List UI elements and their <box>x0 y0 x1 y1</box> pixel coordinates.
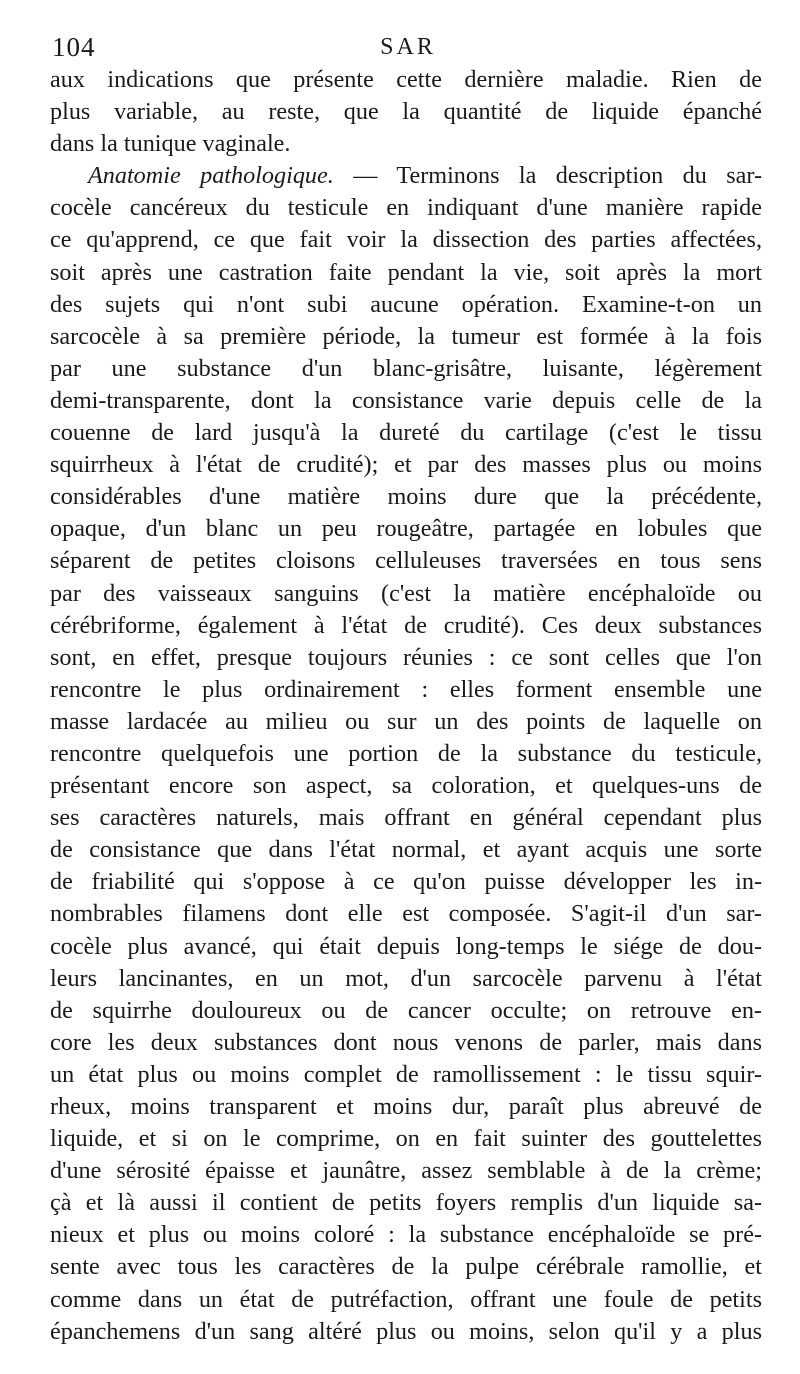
text-line: nieux et plus ou moins coloré : la substance encéphaloïde se pré- <box>50 1221 762 1249</box>
text-line: un état plus ou moins complet de ramollissement : le tissu squir- <box>50 1060 762 1088</box>
text-line: rencontre quelquefois une portion de la substance du testicule, <box>50 739 762 767</box>
text-line: liquide, et si on le comprime, on en fait suinter des gouttelettes <box>50 1125 762 1153</box>
text-line: de consistance que dans l'état normal, et ayant acquis une sorte <box>50 836 762 864</box>
page-number: 104 <box>52 32 96 62</box>
text-line: plus variable, au reste, que la quantité de liquide épanché <box>50 98 762 126</box>
text-line: par des vaisseaux sanguins (c'est la matière encéphaloïde ou <box>50 579 762 607</box>
text-line: épanchemens d'un sang altéré plus ou moins, selon qu'il y a plus <box>50 1317 762 1345</box>
text-line: core les deux substances dont nous venons de parler, mais dans <box>50 1028 762 1056</box>
text-line: sont, en effet, presque toujours réunies : ce sont celles que l'on <box>50 643 762 671</box>
text-line: sarcocèle à sa première période, la tumeur est formée à la fois <box>50 322 762 350</box>
text-line: de friabilité qui s'oppose à ce qu'on puisse développer les in- <box>50 868 762 896</box>
text-line: opaque, d'un blanc un peu rougeâtre, partagée en lobules que <box>50 515 762 543</box>
text-line: couenne de lard jusqu'à la dureté du cartilage (c'est le tissu <box>50 419 762 447</box>
text-line: cocèle cancéreux du testicule en indiquant d'une manière rapide <box>50 194 762 222</box>
text-line: présentant encore son aspect, sa coloration, et quelques-uns de <box>50 772 762 800</box>
body-text <box>50 64 762 1348</box>
text-line: demi-transparente, dont la consistance varie depuis celle de la <box>50 386 762 414</box>
paragraph-1 <box>50 64 762 160</box>
section-heading: Anatomie pathologique. <box>88 162 334 190</box>
text-line: ses caractères naturels, mais offrant en général cependant plus <box>50 804 762 832</box>
text-line: rheux, moins transparent et moins dur, paraît plus abreuvé de <box>50 1093 762 1120</box>
text-line: nombrables filamens dont elle est composée. S'agit-il d'un sar- <box>50 900 762 928</box>
text-line: çà et là aussi il contient de petits foyers remplis d'un liquide sa- <box>50 1189 762 1217</box>
text-line: par une substance d'un blanc-grisâtre, luisante, légèrement <box>50 354 762 382</box>
paragraph-2 <box>50 160 762 1347</box>
text-line: ce qu'apprend, ce que fait voir la dissection des parties affectées, <box>50 226 762 254</box>
text-line: dans la tunique vaginale. <box>50 130 291 158</box>
heading-continuation: — Terminons la description du sar- <box>333 162 762 190</box>
text-line: des sujets qui n'ont subi aucune opération. Examine-t-on un <box>50 290 762 318</box>
text-line: d'une sérosité épaisse et jaunâtre, assez semblable à de la crème; <box>50 1157 762 1185</box>
text-line: comme dans un état de putréfaction, offrant une foule de petits <box>50 1285 762 1313</box>
text-line: séparent de petites cloisons celluleuses traversées en tous sens <box>50 547 762 575</box>
text-line: aux indications que présente cette dernière maladie. Rien de <box>50 66 762 93</box>
page-header <box>52 30 764 64</box>
text-line: cérébriforme, également à l'état de crudité). Ces deux substances <box>50 611 762 639</box>
text-line: masse lardacée au milieu ou sur un des points de laquelle on <box>50 707 762 735</box>
text-line: squirrheux à l'état de crudité); et par des masses plus ou moins <box>50 451 762 479</box>
text-line: considérables d'une matière moins dure que la précédente, <box>50 483 762 511</box>
text-line: rencontre le plus ordinairement : elles forment ensemble une <box>50 675 762 703</box>
text-line: leurs lancinantes, en un mot, d'un sarcocèle parvenu à l'état <box>50 964 762 992</box>
text-line: soit après une castration faite pendant la vie, soit après la mort <box>50 258 762 286</box>
text-line: sente avec tous les caractères de la pulpe cérébrale ramollie, et <box>50 1253 762 1281</box>
text-line: de squirrhe douloureux ou de cancer occulte; on retrouve en- <box>50 996 762 1024</box>
text-line: cocèle plus avancé, qui était depuis long-temps le siége de dou- <box>50 932 762 960</box>
text-line <box>50 160 762 192</box>
running-head: SAR <box>380 34 436 60</box>
